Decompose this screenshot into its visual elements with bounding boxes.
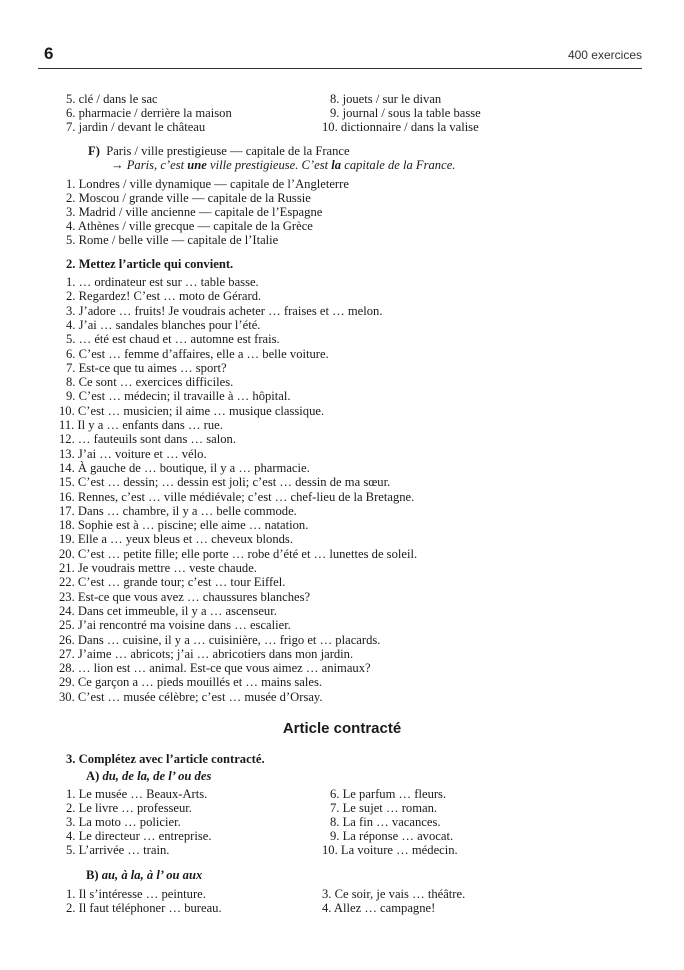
- list-item: 4. J’ai … sandales blanches pour l’été.: [66, 317, 261, 332]
- list-item: 2. Regardez! C’est … moto de Gérard.: [66, 289, 262, 304]
- part-a-label: A): [86, 769, 103, 783]
- list-item: 6. Le parfum … fleurs.: [330, 787, 447, 801]
- list-item: 3. J’adore … fruits! Je voudrais acheter … fraises et … melon.: [66, 303, 383, 318]
- list-item: 10. dictionnaire / dans la valise: [322, 120, 479, 134]
- part-b-heading: [86, 868, 202, 882]
- list-item: 1. … ordinateur est sur … table basse.: [66, 275, 259, 289]
- list-item: 22. C’est … grande tour; c’est … tour Eiffel.: [59, 575, 286, 590]
- page-number: 6: [44, 44, 54, 63]
- list-item: 19. Elle a … yeux bleus et … cheveux blonds.: [59, 532, 293, 547]
- part-a-heading: [86, 769, 211, 783]
- list-item: 7. Le sujet … roman.: [330, 801, 438, 815]
- list-item: 9. La réponse … avocat.: [330, 829, 454, 843]
- list-item: 2. Moscou / grande ville — capitale de la Russie: [66, 191, 311, 205]
- list-item: 9. C’est … médecin; il travaille à … hôpital.: [66, 389, 291, 404]
- list-item: 26. Dans … cuisine, il y a … cuisinière, … frigo et … placards.: [59, 632, 381, 647]
- part-b-options: au, à la, à l’ ou aux: [101, 868, 203, 882]
- list-item: 8. La fin … vacances.: [330, 815, 441, 829]
- part-f-label: F): [88, 144, 100, 158]
- exercise-3-title: 3. Complétez avec l’article contracté.: [66, 752, 265, 766]
- list-item: 15. C’est … dessin; … dessin est joli; c’est … dessin de ma sœur.: [59, 475, 391, 490]
- list-item: 6. C’est … femme d’affaires, elle a … belle voiture.: [66, 346, 329, 361]
- example-text: capitale de la France.: [341, 158, 456, 172]
- list-item: 20. C’est … petite fille; elle porte … robe d’été et … lunettes de soleil.: [59, 546, 418, 561]
- list-item: 2. Le livre … professeur.: [66, 801, 192, 815]
- part-f-prompt: [88, 144, 350, 158]
- list-item: 4. Athènes / ville grecque — capitale de la Grèce: [66, 219, 313, 233]
- list-item: 3. Madrid / ville ancienne — capitale de l’Espagne: [66, 205, 323, 219]
- list-item: 27. J’aime … abricots; j’ai … abricotiers dans mon jardin.: [59, 646, 354, 661]
- header-rule: [38, 68, 642, 69]
- list-item: 13. J’ai … voiture et … vélo.: [59, 446, 207, 461]
- example-article: la: [331, 158, 342, 172]
- list-item: 8. Ce sont … exercices difficiles.: [66, 375, 234, 390]
- exercise-2-title: 2. Mettez l’article qui convient.: [66, 257, 234, 271]
- list-item: 12. … fauteuils sont dans … salon.: [59, 432, 236, 447]
- part-a-options: du, de la, de l’ ou des: [102, 769, 212, 783]
- list-item: 5. … été est chaud et … automne est frais.: [66, 332, 280, 347]
- list-item: 18. Sophie est à … piscine; elle aime … natation.: [59, 518, 309, 533]
- part-f-prompt-text: Paris / ville prestigieuse — capitale de la France: [106, 144, 350, 158]
- part-b-label: B): [86, 868, 102, 882]
- list-item: 2. Il faut téléphoner … bureau.: [66, 901, 222, 915]
- list-item: 4. Allez … campagne!: [322, 901, 436, 915]
- list-item: 16. Rennes, c’est … ville médiévale; c’est … chef-lieu de la Bretagne.: [59, 489, 415, 504]
- list-item: 25. J’ai rencontré ma voisine dans … escalier.: [59, 618, 291, 633]
- list-item: 7. jardin / devant le château: [66, 120, 206, 134]
- list-item: 8. jouets / sur le divan: [330, 92, 442, 106]
- list-item: 14. À gauche de … boutique, il y a … pharmacie.: [59, 460, 310, 475]
- list-item: 28. … lion est … animal. Est-ce que vous aimez … animaux?: [59, 661, 371, 676]
- list-item: 23. Est-ce que vous avez … chaussures blanches?: [59, 589, 311, 604]
- list-item: 1. Le musée … Beaux-Arts.: [66, 787, 208, 801]
- list-item: 5. Rome / belle ville — capitale de l’Italie: [66, 233, 279, 247]
- list-item: 24. Dans cet immeuble, il y a … ascenseur.: [59, 603, 277, 618]
- list-item: 17. Dans … chambre, il y a … belle commode.: [59, 503, 297, 518]
- part-f-example: [111, 158, 455, 172]
- section-heading: Article contracté: [282, 720, 402, 737]
- list-item: 21. Je voudrais mettre … veste chaude.: [59, 561, 257, 575]
- list-item: 1. Il s’intéresse … peinture.: [66, 887, 206, 901]
- list-item: 7. Est-ce que tu aimes … sport?: [66, 360, 227, 375]
- list-item: 9. journal / sous la table basse: [330, 106, 481, 120]
- running-title: 400 exercices: [567, 48, 642, 62]
- list-item: 29. Ce garçon a … pieds mouillés et … mains sales.: [59, 675, 323, 690]
- list-item: 1. Londres / ville dynamique — capitale de l’Angleterre: [66, 177, 349, 191]
- list-item: 6. pharmacie / derrière la maison: [66, 106, 232, 120]
- list-item: 30. C’est … musée célèbre; c’est … musée d’Orsay.: [59, 689, 323, 704]
- list-item: 5. L’arrivée … train.: [66, 843, 170, 857]
- example-article: une: [187, 158, 207, 172]
- list-item: 11. Il y a … enfants dans … rue.: [59, 418, 223, 432]
- list-item: 10. C’est … musicien; il aime … musique classique.: [59, 403, 325, 418]
- example-text: ville prestigieuse. C’est: [206, 158, 332, 172]
- list-item: 3. La moto … policier.: [66, 815, 181, 829]
- list-item: 10. La voiture … médecin.: [322, 843, 458, 857]
- list-item: 3. Ce soir, je vais … théâtre.: [322, 887, 466, 901]
- list-item: 5. clé / dans le sac: [66, 92, 158, 106]
- example-text: → Paris, c’est: [111, 158, 188, 172]
- list-item: 4. Le directeur … entreprise.: [66, 829, 212, 843]
